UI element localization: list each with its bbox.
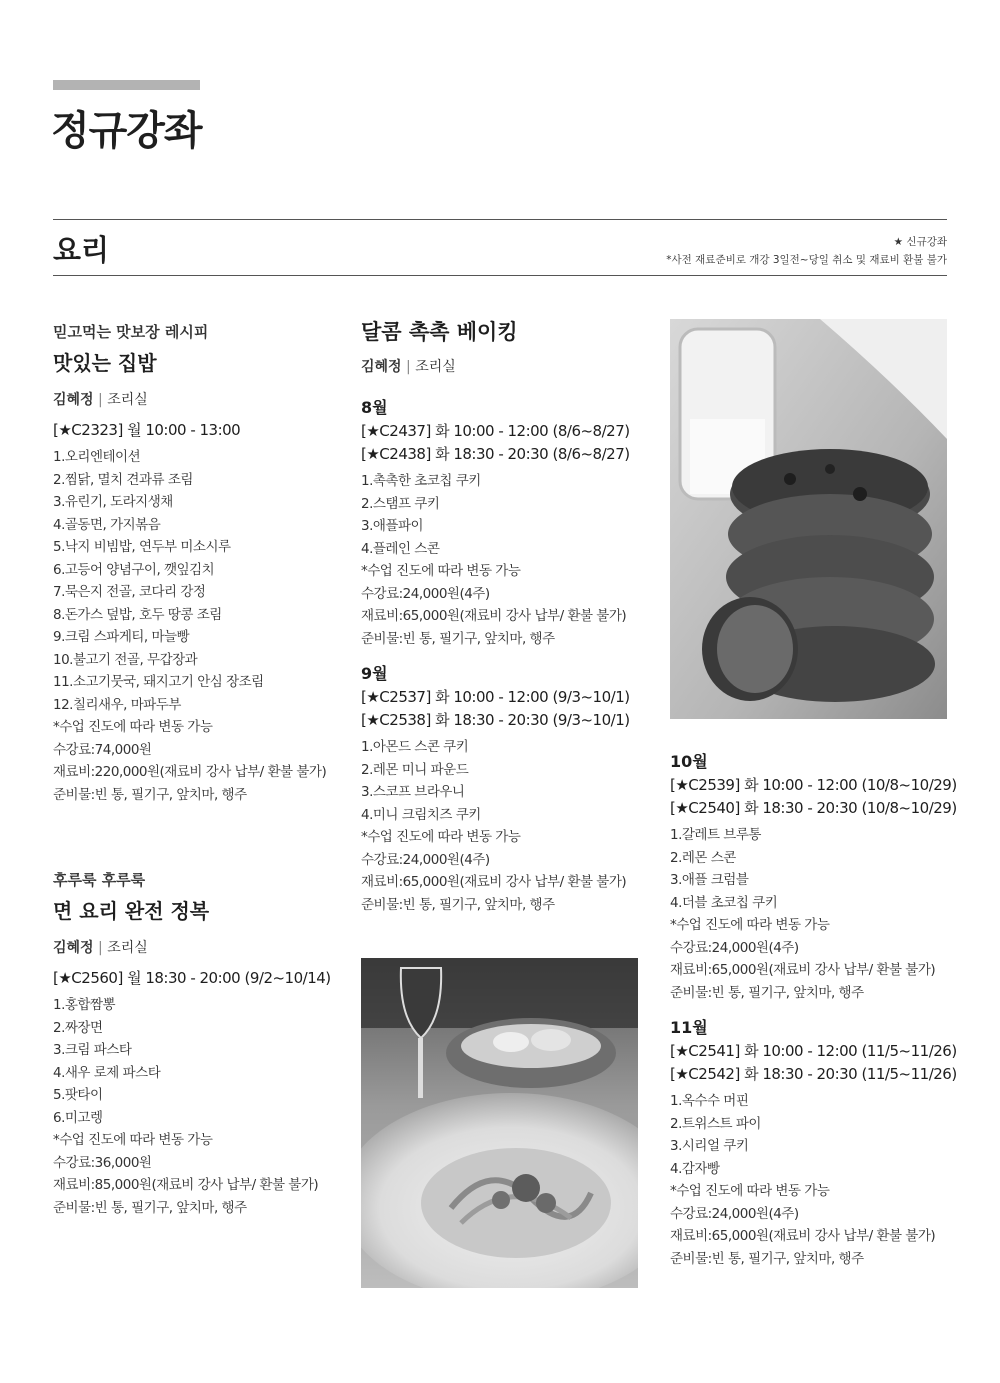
list-item: 준비물:빈 통, 필기구, 앞치마, 행주 <box>361 630 555 647</box>
course-session: [★C2560] 월 18:30 - 20:00 (9/2~10/14) <box>53 969 331 987</box>
list-item: 6.미고렝 <box>53 1109 103 1126</box>
list-item: 4.새우 로제 파스타 <box>53 1064 161 1081</box>
list-item: 준비물:빈 통, 필기구, 앞치마, 행주 <box>670 1250 864 1267</box>
list-item: 수강료:36,000원 <box>53 1154 152 1171</box>
list-item: 2.찜닭, 멸치 견과류 조림 <box>53 471 193 488</box>
list-item: 3.크림 파스타 <box>53 1042 132 1058</box>
list-item: 1.옥수수 머핀 <box>670 1093 749 1109</box>
list-item: 5.팟타이 <box>53 1087 103 1103</box>
pasta-photo <box>361 958 638 1288</box>
instructor-name: 김혜정 <box>53 940 94 956</box>
list-item: 준비물:빈 통, 필기구, 앞치마, 행주 <box>361 896 555 913</box>
list-item: *수업 진도에 따라 변동 가능 <box>53 1132 213 1148</box>
list-item: 2.레몬 스콘 <box>670 849 736 866</box>
instructor-name: 김혜정 <box>53 392 94 408</box>
list-item: 수강료:24,000원(4주) <box>361 585 490 602</box>
list-item: 12.칠리새우, 마파두부 <box>53 696 181 713</box>
course-session: [★C2538] 화 18:30 - 20:30 (9/3~10/1) <box>361 711 630 729</box>
list-item: *수업 진도에 따라 변동 가능 <box>670 1183 830 1199</box>
list-item: 준비물:빈 통, 필기구, 앞치마, 행주 <box>670 984 864 1001</box>
list-item: *수업 진도에 따라 변동 가능 <box>361 829 521 845</box>
title-accent-bar <box>53 80 200 90</box>
list-item: 2.짜장면 <box>53 1019 103 1036</box>
list-item: 5.낙지 비빔밥, 연두부 미소시루 <box>53 539 231 555</box>
list-item: 준비물:빈 통, 필기구, 앞치마, 행주 <box>53 1199 247 1216</box>
course-session: [★C2539] 화 10:00 - 12:00 (10/8~10/29) <box>670 776 957 794</box>
course-items <box>361 470 651 650</box>
course-session: [★C2537] 화 10:00 - 12:00 (9/3~10/1) <box>361 688 630 706</box>
course-title: 달콤 촉촉 베이킹 <box>361 320 518 344</box>
course-noodles <box>53 869 343 1219</box>
list-item: 수강료:24,000원(4주) <box>361 851 490 868</box>
list-item: 7.묵은지 전골, 코다리 강정 <box>53 584 206 600</box>
list-item: 4.미니 크림치즈 쿠키 <box>361 806 481 823</box>
list-item: 6.고등어 양념구이, 깻잎김치 <box>53 561 215 578</box>
list-item: 10.불고기 전골, 무갑장과 <box>53 651 198 668</box>
month-block-nov <box>670 1016 960 1270</box>
list-item: 4.감자빵 <box>670 1160 720 1177</box>
list-item: 재료비:65,000원(재료비 강사 납부/ 환불 불가) <box>670 962 936 978</box>
legend-new-course: ★ 신규강좌 <box>893 236 947 248</box>
list-item: 11.소고기뭇국, 돼지고기 안심 장조림 <box>53 674 264 690</box>
list-item: 3.유린기, 도라지생채 <box>53 494 173 510</box>
list-item: 1.아몬드 스콘 쿠키 <box>361 739 469 755</box>
month-block-sep <box>361 662 651 916</box>
month-label: 10월 <box>670 752 708 771</box>
course-subtitle: 믿고먹는 맛보장 레시피 <box>53 323 209 341</box>
course-instructor: 김혜정 | 조리실 <box>53 940 148 956</box>
course-room: 조리실 <box>107 940 148 956</box>
list-item: 1.홍합짬뽕 <box>53 997 116 1013</box>
course-title: 맛있는 집밥 <box>53 351 157 375</box>
course-instructor: 김혜정 | 조리실 <box>361 359 456 375</box>
list-item: 재료비:65,000원(재료비 강사 납부/ 환불 불가) <box>670 1228 936 1244</box>
list-item: 3.스코프 브라우니 <box>361 784 465 800</box>
list-item: 재료비:65,000원(재료비 강사 납부/ 환불 불가) <box>361 608 627 624</box>
course-instructor: 김혜정 | 조리실 <box>53 392 148 408</box>
legend <box>666 233 947 269</box>
month-label: 11월 <box>670 1018 708 1037</box>
section-title: 요리 <box>53 233 110 267</box>
list-item: 1.오리엔테이션 <box>53 449 141 465</box>
list-item: 2.레몬 미니 파운드 <box>361 761 469 778</box>
list-item: *수업 진도에 따라 변동 가능 <box>361 563 521 579</box>
list-item: 재료비:65,000원(재료비 강사 납부/ 환불 불가) <box>361 874 627 890</box>
list-item: 재료비:85,000원(재료비 강사 납부/ 환불 불가) <box>53 1177 319 1193</box>
course-items <box>53 446 343 806</box>
list-item: 4.플레인 스콘 <box>361 540 440 557</box>
list-item: *수업 진도에 따라 변동 가능 <box>53 719 213 735</box>
section-top-rule <box>53 219 947 220</box>
list-item: 3.애플 크럼블 <box>670 872 749 888</box>
course-session: [★C2541] 화 10:00 - 12:00 (11/5~11/26) <box>670 1042 957 1060</box>
course-session: [★C2438] 화 18:30 - 20:30 (8/6~8/27) <box>361 445 630 463</box>
list-item: 2.스탬프 쿠키 <box>361 495 440 512</box>
section-bottom-rule <box>53 275 947 276</box>
list-item: 4.골동면, 가지볶음 <box>53 516 161 533</box>
cookies-photo <box>670 319 947 719</box>
list-item: 4.더블 초코칩 쿠키 <box>670 894 778 911</box>
list-item: 준비물:빈 통, 필기구, 앞치마, 행주 <box>53 786 247 803</box>
list-item: *수업 진도에 따라 변동 가능 <box>670 917 830 933</box>
course-subtitle: 후루룩 후루룩 <box>53 871 146 889</box>
course-room: 조리실 <box>415 359 456 375</box>
list-item: 3.애플파이 <box>361 518 424 534</box>
course-session: [★C2540] 화 18:30 - 20:30 (10/8~10/29) <box>670 799 957 817</box>
course-session: [★C2323] 월 10:00 - 13:00 <box>53 421 241 439</box>
month-block-aug <box>361 396 651 650</box>
course-items <box>670 1090 960 1270</box>
page-title: 정규강좌 <box>51 108 202 154</box>
course-baking <box>361 318 651 916</box>
legend-refund-note: *사전 재료준비로 개강 3일전~당일 취소 및 재료비 환불 불가 <box>666 254 947 266</box>
course-title: 면 요리 완전 정복 <box>53 899 210 923</box>
list-item: 3.시리얼 쿠키 <box>670 1138 749 1154</box>
instructor-name: 김혜정 <box>361 359 402 375</box>
list-item: 재료비:220,000원(재료비 강사 납부/ 환불 불가) <box>53 764 327 780</box>
list-item: 수강료:24,000원(4주) <box>670 939 799 956</box>
list-item: 1.갈레트 브루통 <box>670 827 761 843</box>
course-room: 조리실 <box>107 392 148 408</box>
course-items <box>53 994 343 1219</box>
course-items <box>670 824 960 1004</box>
course-items <box>361 736 651 916</box>
course-session: [★C2437] 화 10:00 - 12:00 (8/6~8/27) <box>361 422 630 440</box>
month-label: 8월 <box>361 398 388 417</box>
list-item: 8.돈가스 덮밥, 호두 땅콩 조림 <box>53 606 222 623</box>
list-item: 수강료:74,000원 <box>53 741 152 758</box>
course-homemeal <box>53 321 343 806</box>
list-item: 2.트위스트 파이 <box>670 1115 761 1132</box>
list-item: 9.크림 스파게티, 마늘빵 <box>53 629 190 645</box>
list-item: 수강료:24,000원(4주) <box>670 1205 799 1222</box>
month-label: 9월 <box>361 664 388 683</box>
course-session: [★C2542] 화 18:30 - 20:30 (11/5~11/26) <box>670 1065 957 1083</box>
month-block-oct <box>670 750 960 1004</box>
baking-continued <box>670 738 960 1270</box>
list-item: 1.촉촉한 초코칩 쿠키 <box>361 473 481 489</box>
